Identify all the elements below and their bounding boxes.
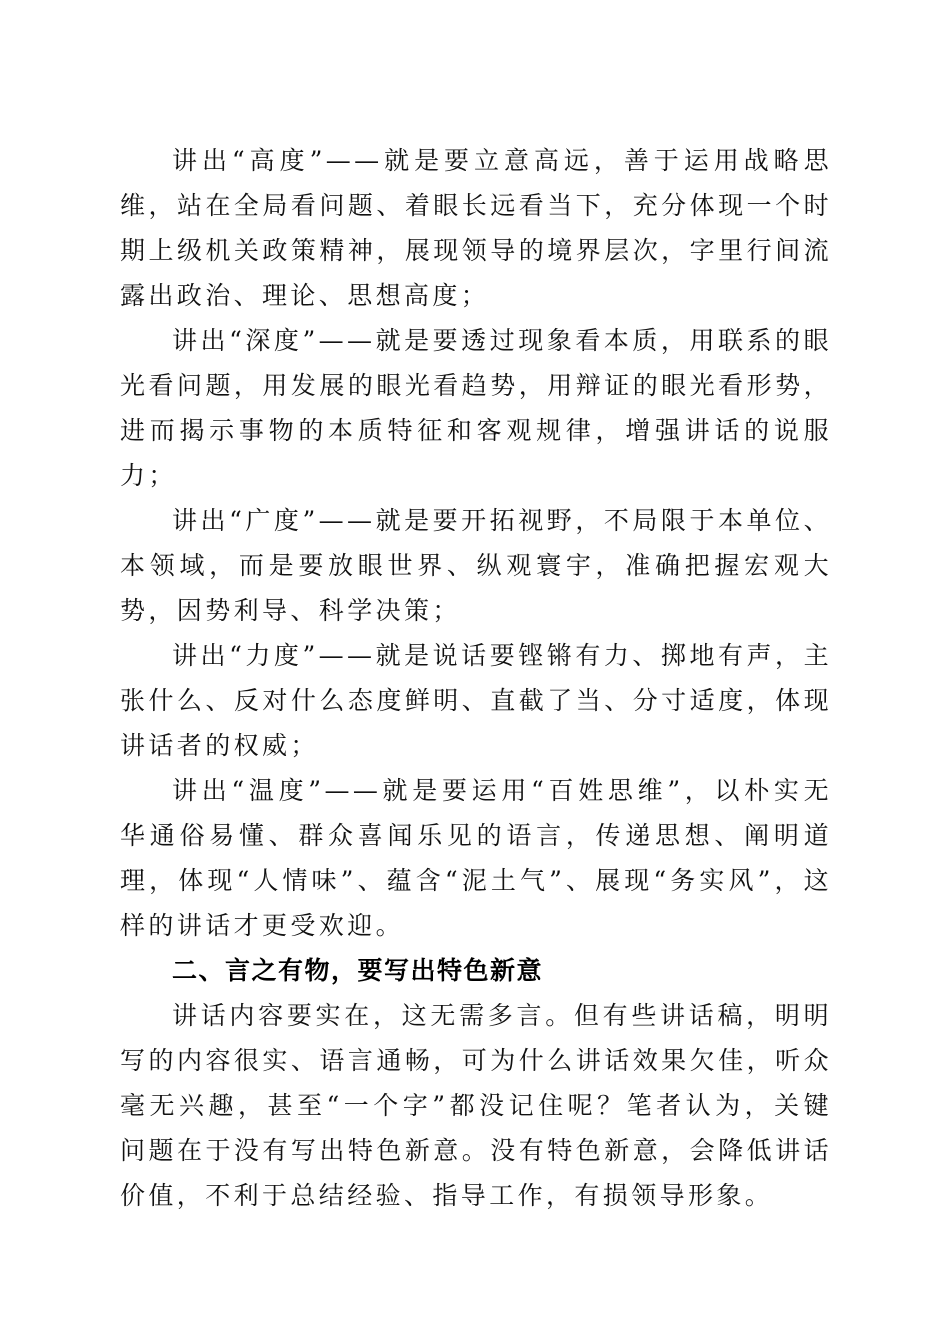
paragraph-breadth: 讲出“广度”——就是要开拓视野，不局限于本单位、本领域，而是要放眼世界、纵观寰宇，准确把握宏观大势，因势利导、科学决策； — [120, 506, 832, 625]
paragraph-warmth: 讲出“温度”——就是要运用“百姓思维”，以朴实无华通俗易懂、群众喜闻乐见的语言，传递思想、阐明道理，体现“人情味”、蕴含“泥土气”、展现“务实风”，这样的讲话才更受欢迎。 — [120, 776, 832, 940]
section-heading: 二、言之有物，要写出特色新意 — [172, 956, 544, 985]
paragraph-substance: 讲话内容要实在，这无需多言。但有些讲话稿，明明写的内容很实、语言通畅，可为什么讲话效果欠佳，听众毫无兴趣，甚至“一个字”都没记住呢？笔者认为，关键问题在于没有写出特色新意。没有特色新意，会降低讲话价值，不利于总结经验、指导工作，有损领导形象。 — [120, 1001, 832, 1210]
paragraph-depth: 讲出“深度”——就是要透过现象看本质，用联系的眼光看问题，用发展的眼光看趋势，用辩证的眼光看形势，进而揭示事物的本质特征和客观规律，增强讲话的说服力； — [120, 326, 832, 490]
paragraph-strength: 讲出“力度”——就是说话要铿锵有力、掷地有声，主张什么、反对什么态度鲜明、直截了当、分寸适度，体现讲话者的权威； — [120, 641, 832, 760]
document-body — [120, 138, 832, 1218]
paragraph-height: 讲出“高度”——就是要立意高远，善于运用战略思维，站在全局看问题、着眼长远看当下，充分体现一个时期上级机关政策精神，展现领导的境界层次，字里行间流露出政治、理论、思想高度； — [120, 146, 832, 310]
